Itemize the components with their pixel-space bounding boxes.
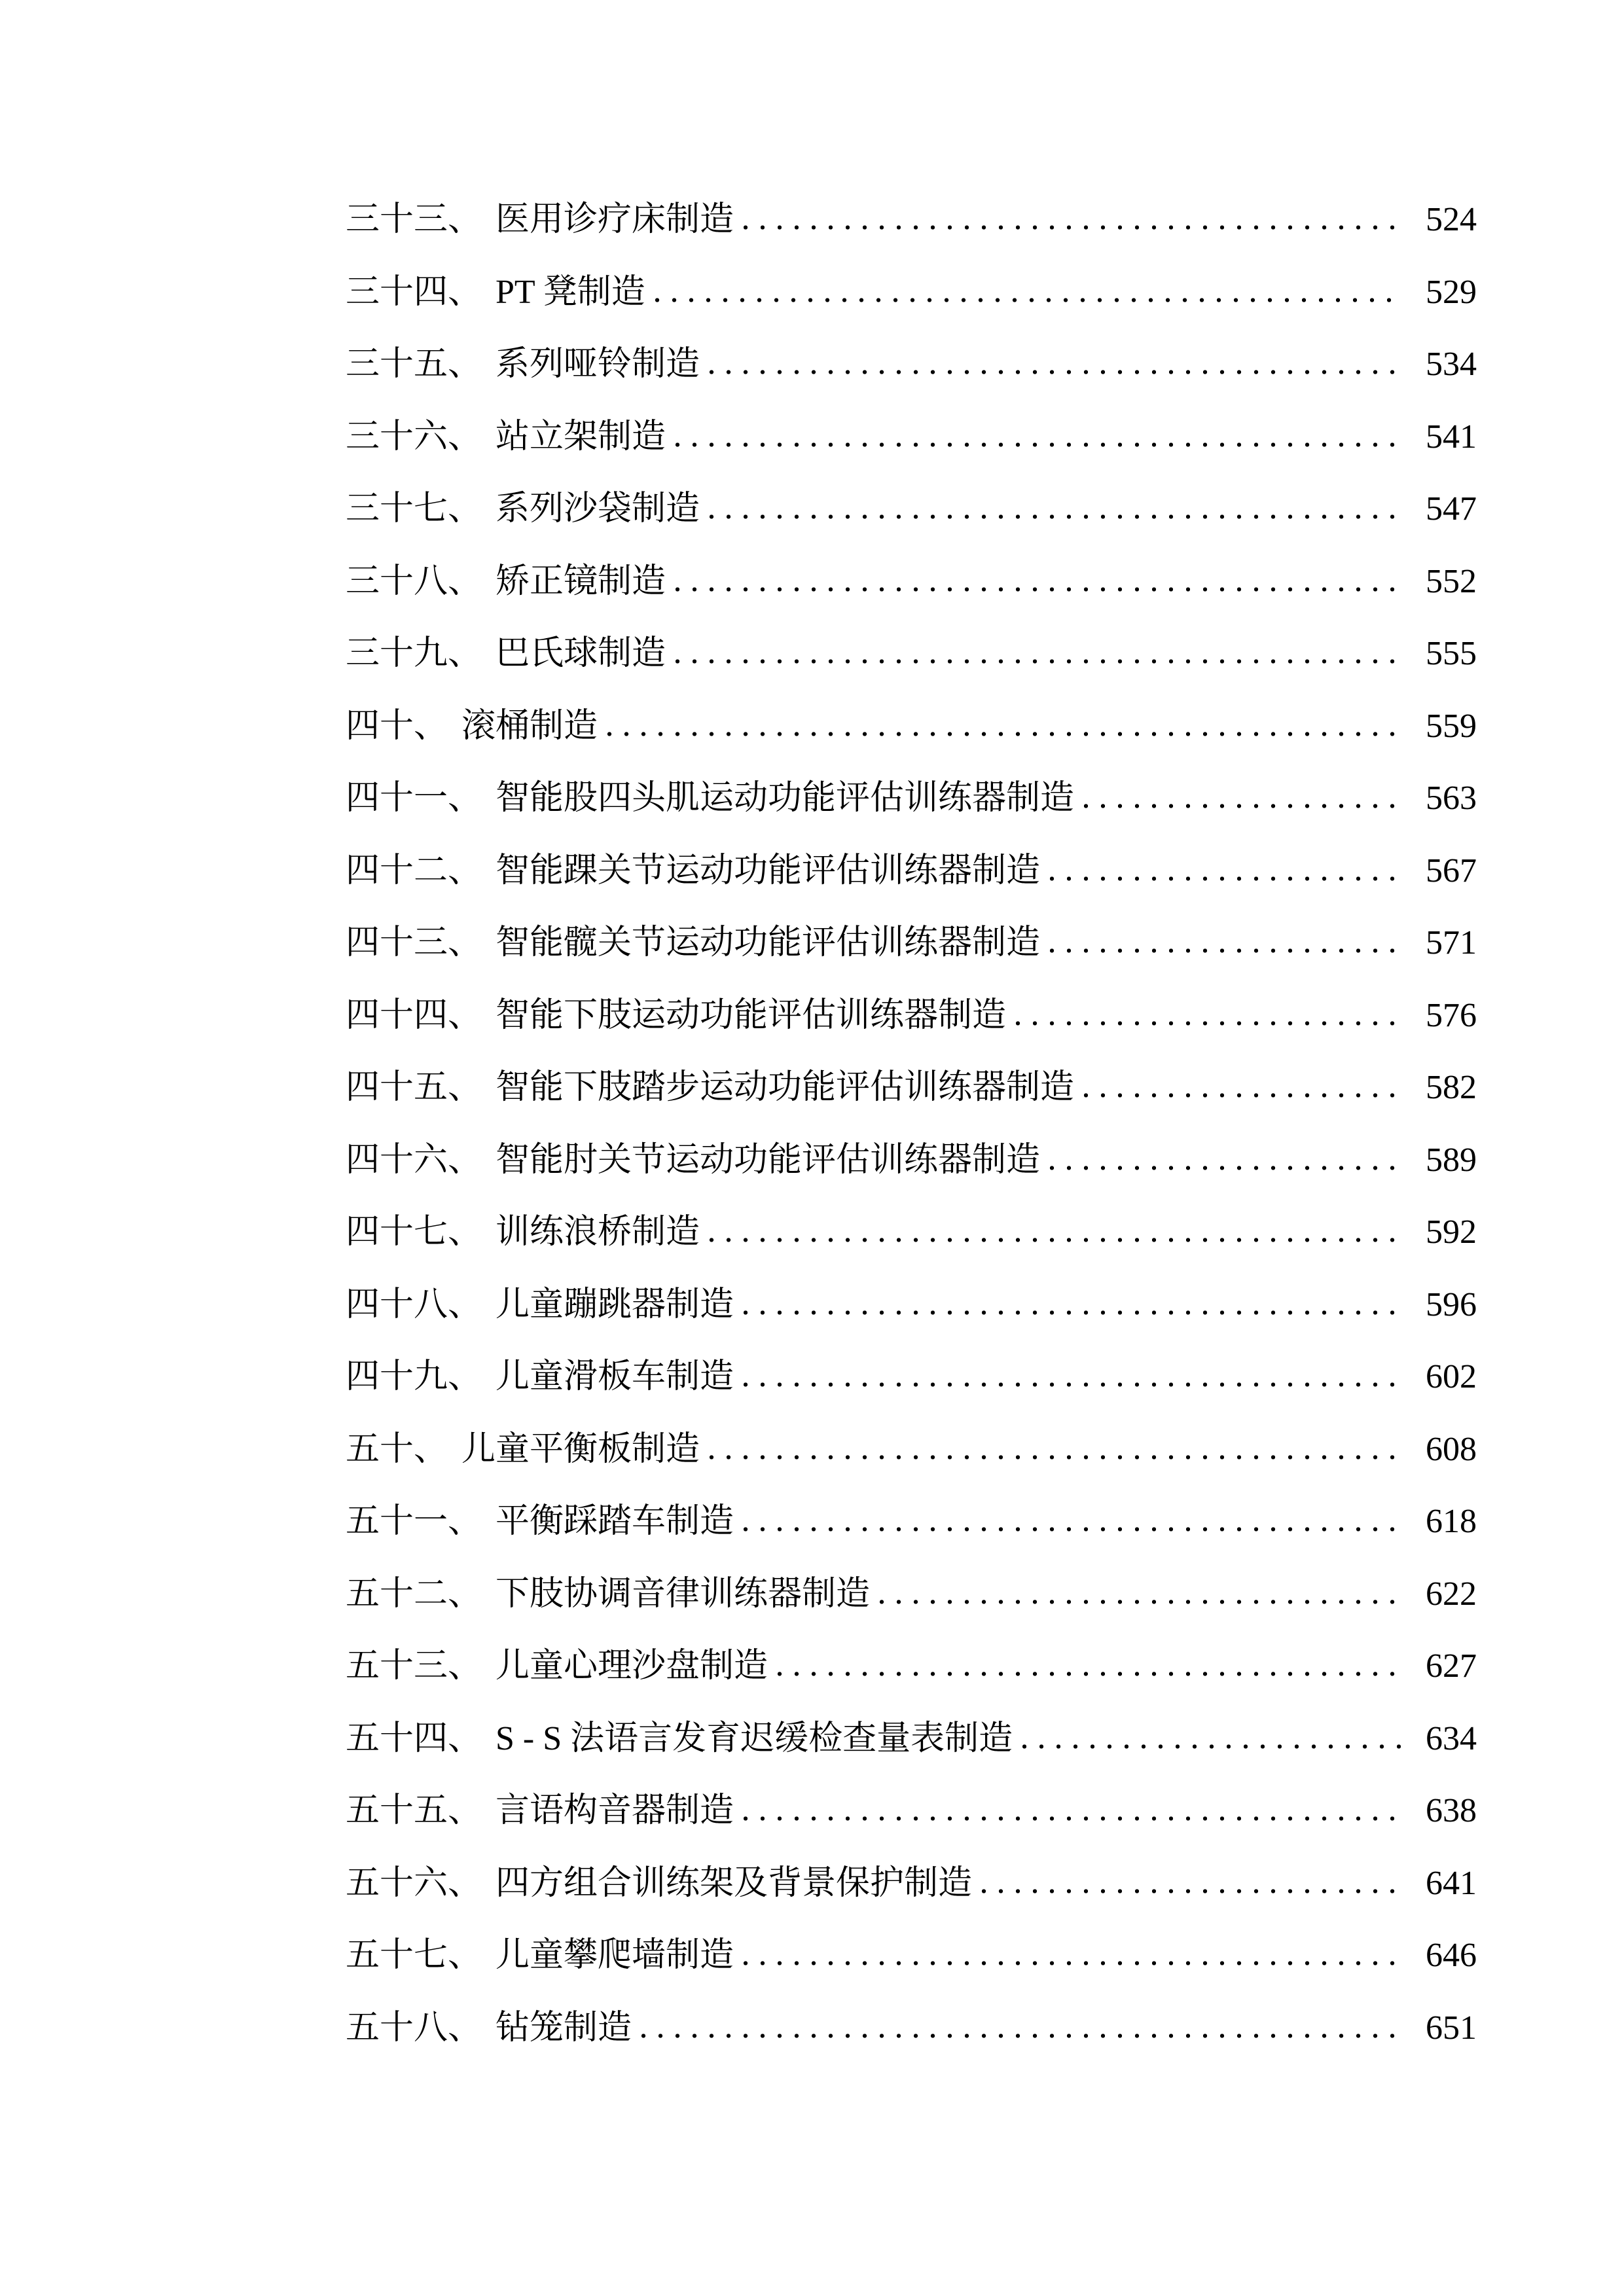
- table-of-contents: [346, 184, 1477, 2064]
- toc-entry-title: 系列沙袋制造: [496, 490, 700, 528]
- toc-entry-number: 五十五、: [346, 1792, 482, 1829]
- toc-entry[interactable]: [346, 1992, 1477, 2065]
- toc-entry-page-number: 529: [1426, 273, 1477, 311]
- toc-entry-number: 五十三、: [346, 1647, 482, 1685]
- toc-entry-title: S - S 法语言发育迟缓检查量表制造: [496, 1719, 1013, 1757]
- toc-entry-page-number: 524: [1426, 201, 1477, 238]
- toc-entry-title: 系列哑铃制造: [496, 346, 700, 383]
- dot-leader: [1022, 1744, 1402, 1749]
- toc-entry-title: 智能肘关节运动功能评估训练器制造: [496, 1141, 1041, 1179]
- toc-entry[interactable]: [346, 762, 1477, 835]
- toc-entry[interactable]: [346, 980, 1477, 1052]
- toc-entry-number: 四十、: [346, 707, 448, 745]
- toc-entry-number: 五十、: [346, 1430, 448, 1468]
- toc-entry-title: 智能下肢运动功能评估训练器制造: [496, 996, 1007, 1034]
- toc-entry[interactable]: [346, 907, 1477, 980]
- toc-entry-page-number: 547: [1426, 490, 1477, 528]
- dot-leader: [641, 2033, 1402, 2039]
- toc-entry-number: 五十八、: [346, 2009, 482, 2047]
- dot-leader: [1049, 876, 1402, 882]
- toc-entry[interactable]: [346, 835, 1477, 908]
- toc-entry-page-number: 622: [1426, 1575, 1477, 1613]
- dot-leader: [777, 1671, 1402, 1677]
- toc-entry-page-number: 608: [1426, 1430, 1477, 1468]
- toc-entry[interactable]: [346, 1486, 1477, 1558]
- toc-entry-title: 滚桶制造: [461, 707, 598, 745]
- toc-entry[interactable]: [346, 1630, 1477, 1703]
- toc-entry[interactable]: [346, 1775, 1477, 1848]
- dot-leader: [743, 1816, 1402, 1821]
- toc-entry-title: 儿童攀爬墙制造: [496, 1937, 734, 1974]
- toc-entry-title: 言语构音器制造: [496, 1792, 734, 1829]
- toc-entry-number: 三十三、: [346, 201, 482, 238]
- toc-entry-number: 四十四、: [346, 996, 482, 1034]
- dot-leader: [1083, 803, 1402, 809]
- toc-entry-number: 三十六、: [346, 418, 482, 456]
- toc-entry[interactable]: [346, 1920, 1477, 1992]
- toc-entry-number: 五十四、: [346, 1719, 482, 1757]
- toc-entry[interactable]: [346, 1414, 1477, 1486]
- toc-entry-number: 四十六、: [346, 1141, 482, 1179]
- toc-entry-page-number: 567: [1426, 852, 1477, 889]
- toc-entry-page-number: 602: [1426, 1358, 1477, 1395]
- toc-entry-title: 儿童蹦跳器制造: [496, 1285, 734, 1323]
- dot-leader: [1083, 1092, 1402, 1098]
- toc-entry-number: 五十一、: [346, 1503, 482, 1540]
- toc-entry-page-number: 627: [1426, 1647, 1477, 1685]
- toc-entry-page-number: 638: [1426, 1792, 1477, 1829]
- toc-entry[interactable]: [346, 184, 1477, 257]
- toc-entry-number: 三十九、: [346, 635, 482, 672]
- toc-entry-number: 五十六、: [346, 1864, 482, 1902]
- toc-entry[interactable]: [346, 618, 1477, 691]
- toc-entry-title: 智能髋关节运动功能评估训练器制造: [496, 924, 1041, 961]
- toc-entry-page-number: 618: [1426, 1503, 1477, 1540]
- toc-entry-page-number: 582: [1426, 1069, 1477, 1106]
- toc-entry-number: 四十三、: [346, 924, 482, 961]
- dot-leader: [709, 1454, 1402, 1460]
- toc-entry[interactable]: [346, 546, 1477, 619]
- toc-entry-page-number: 589: [1426, 1141, 1477, 1179]
- toc-entry-page-number: 555: [1426, 635, 1477, 672]
- toc-entry-page-number: 534: [1426, 346, 1477, 383]
- toc-entry-page-number: 559: [1426, 707, 1477, 745]
- dot-leader: [607, 731, 1402, 737]
- toc-entry-title: 儿童平衡板制造: [461, 1430, 700, 1468]
- toc-entry-page-number: 596: [1426, 1285, 1477, 1323]
- toc-entry-page-number: 592: [1426, 1213, 1477, 1251]
- dot-leader: [675, 658, 1402, 664]
- toc-entry-title: 四方组合训练架及背景保护制造: [496, 1864, 973, 1902]
- dot-leader: [1049, 1165, 1402, 1171]
- toc-entry-title: 医用诊疗床制造: [496, 201, 734, 238]
- toc-entry-title: 钻笼制造: [496, 2009, 632, 2047]
- toc-entry[interactable]: [346, 1703, 1477, 1776]
- toc-entry-page-number: 571: [1426, 924, 1477, 961]
- toc-entry[interactable]: [346, 401, 1477, 474]
- toc-entry[interactable]: [346, 1341, 1477, 1414]
- toc-entry-number: 四十八、: [346, 1285, 482, 1323]
- toc-entry-page-number: 552: [1426, 562, 1477, 600]
- toc-entry[interactable]: [346, 329, 1477, 401]
- toc-entry-number: 四十九、: [346, 1358, 482, 1395]
- toc-entry-page-number: 651: [1426, 2009, 1477, 2047]
- toc-entry-page-number: 541: [1426, 418, 1477, 456]
- dot-leader: [709, 514, 1402, 520]
- dot-leader: [675, 586, 1402, 592]
- dot-leader: [655, 297, 1402, 303]
- toc-entry[interactable]: [346, 1124, 1477, 1197]
- dot-leader: [675, 442, 1402, 448]
- toc-entry-title: 下肢协调音律训练器制造: [496, 1575, 871, 1613]
- toc-entry-title: 训练浪桥制造: [496, 1213, 700, 1251]
- toc-entry-number: 三十四、: [346, 273, 482, 311]
- toc-entry[interactable]: [346, 691, 1477, 763]
- dot-leader: [879, 1599, 1402, 1605]
- toc-entry-number: 四十二、: [346, 852, 482, 889]
- dot-leader: [743, 1960, 1402, 1966]
- toc-entry-number: 五十七、: [346, 1937, 482, 1974]
- toc-entry-title: 儿童心理沙盘制造: [496, 1647, 768, 1685]
- dot-leader: [743, 1310, 1402, 1316]
- dot-leader: [981, 1888, 1402, 1894]
- toc-entry-title: 智能股四头肌运动功能评估训练器制造: [496, 780, 1075, 817]
- toc-entry-title: 儿童滑板车制造: [496, 1358, 734, 1395]
- toc-entry-number: 四十七、: [346, 1213, 482, 1251]
- dot-leader: [709, 1237, 1402, 1243]
- dot-leader: [709, 369, 1402, 375]
- toc-entry[interactable]: [346, 1196, 1477, 1269]
- toc-entry-number: 三十八、: [346, 562, 482, 600]
- dot-leader: [1049, 948, 1402, 954]
- dot-leader: [743, 1382, 1402, 1388]
- toc-entry-number: 三十五、: [346, 346, 482, 383]
- toc-entry-title: 矫正镜制造: [496, 562, 666, 600]
- dot-leader: [1015, 1020, 1402, 1026]
- toc-entry-number: 四十一、: [346, 780, 482, 817]
- toc-entry-number: 五十二、: [346, 1575, 482, 1613]
- toc-entry-title: 平衡踩踏车制造: [496, 1503, 734, 1540]
- toc-entry-title: 站立架制造: [496, 418, 666, 456]
- toc-entry[interactable]: [346, 1269, 1477, 1342]
- toc-entry[interactable]: [346, 1052, 1477, 1124]
- toc-entry-page-number: 576: [1426, 996, 1477, 1034]
- toc-entry-page-number: 563: [1426, 780, 1477, 817]
- toc-entry-number: 三十七、: [346, 490, 482, 528]
- toc-entry-title: 智能下肢踏步运动功能评估训练器制造: [496, 1069, 1075, 1106]
- toc-entry-title: 智能踝关节运动功能评估训练器制造: [496, 852, 1041, 889]
- toc-entry[interactable]: [346, 1848, 1477, 1920]
- toc-entry-page-number: 634: [1426, 1719, 1477, 1757]
- toc-entry-page-number: 646: [1426, 1937, 1477, 1974]
- toc-entry-number: 四十五、: [346, 1069, 482, 1106]
- toc-entry-title: 巴氏球制造: [496, 635, 666, 672]
- toc-entry[interactable]: [346, 257, 1477, 329]
- dot-leader: [743, 224, 1402, 230]
- toc-entry-title: PT 凳制造: [496, 273, 645, 311]
- toc-entry[interactable]: [346, 1558, 1477, 1631]
- toc-entry-page-number: 641: [1426, 1864, 1477, 1902]
- toc-entry[interactable]: [346, 473, 1477, 546]
- dot-leader: [743, 1526, 1402, 1532]
